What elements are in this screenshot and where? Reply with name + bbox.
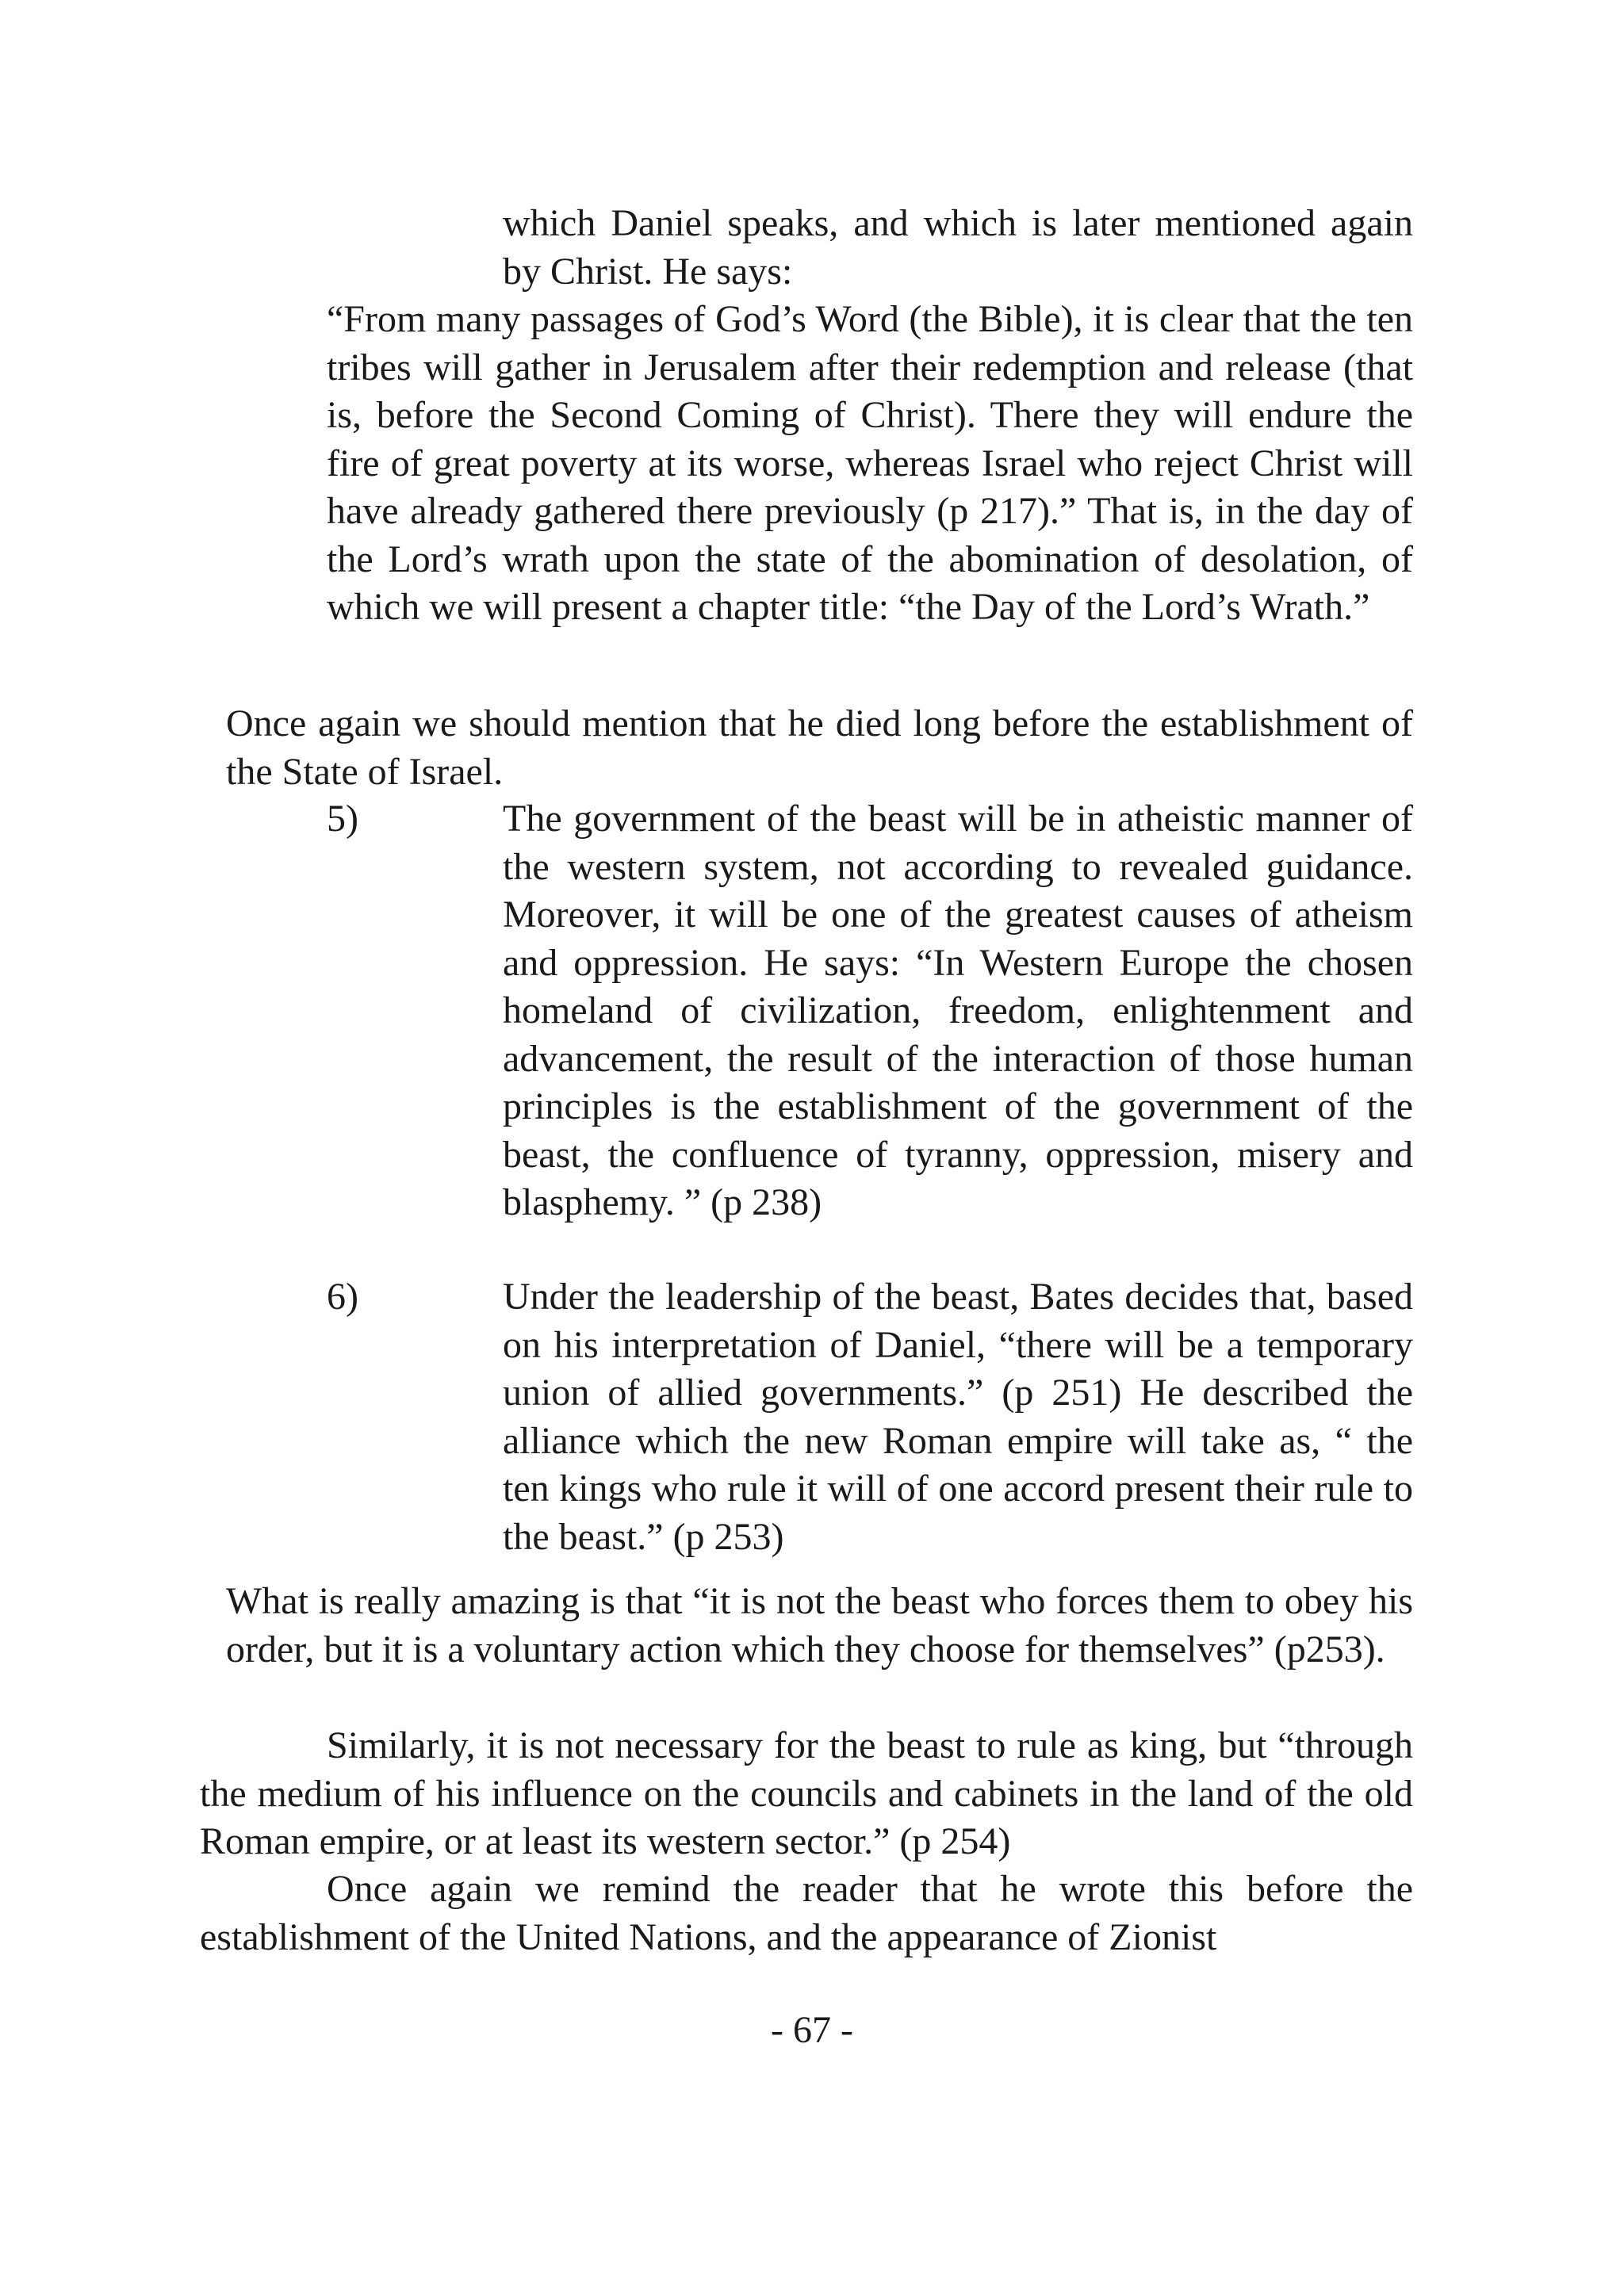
continued-quote-intro: which Daniel speaks, and which is later mentioned again by Christ. He says: (503, 202, 1413, 293)
paragraph-state-of-israel: Once again we should mention that he died long before the establishment of the State of Israel. (226, 702, 1413, 793)
list-item-text: Under the leadership of the beast, Bates decides that, based on his interpretation of Daniel, “there will be a temporary union of allied governments.” (p 251) He described the alliance which the new Roman empire will take as, “ the ten kings who rule it will of one accord present their rule to the beast.” (p 253) (503, 1276, 1413, 1558)
list-item-number: 6) (327, 1276, 358, 1318)
page-number: - 67 - (771, 2009, 853, 2051)
list-item-number: 5) (327, 798, 358, 840)
paragraph-remind: Once again we remind the reader that he wrote this before the establishment of the United Nations, and the appearance of Zionist (200, 1868, 1413, 1958)
paragraph-amazing: What is really amazing is that “it is not the beast who forces them to obey his order, but it is a voluntary action which they choose for themselves” (p253). (226, 1580, 1413, 1670)
list-item-text: The government of the beast will be in atheistic manner of the western system, not according to revealed guidance. Moreover, it will be one of the greatest causes of atheism and oppression. He says: “In Western Europe the chosen homeland of civilization, freedom, enlightenment and advancement, the result of the interaction of those human principles is the establishment of the government of the beast, the confluence of tyranny, oppression, misery and blasphemy. ” (p 238) (503, 798, 1413, 1223)
quote-block: “From many passages of God’s Word (the Bible), it is clear that the ten tribes will gather in Jerusalem after their redemption and release (that is, before the Second Coming of Christ). There they will endure the fire of great poverty at its worse, whereas Israel who reject Christ will have already gathered there previously (p 217).” That is, in the day of the Lord’s wrath upon the state of the abomination of desolation, of which we will present a chapter title: “the Day of the Lord’s Wrath.” (327, 298, 1413, 628)
paragraph-similarly: Similarly, it is not necessary for the beast to rule as king, but “through the medium of his influence on the councils and cabinets in the land of the old Roman empire, or at least its western sector.” (p 254) (200, 1724, 1413, 1862)
